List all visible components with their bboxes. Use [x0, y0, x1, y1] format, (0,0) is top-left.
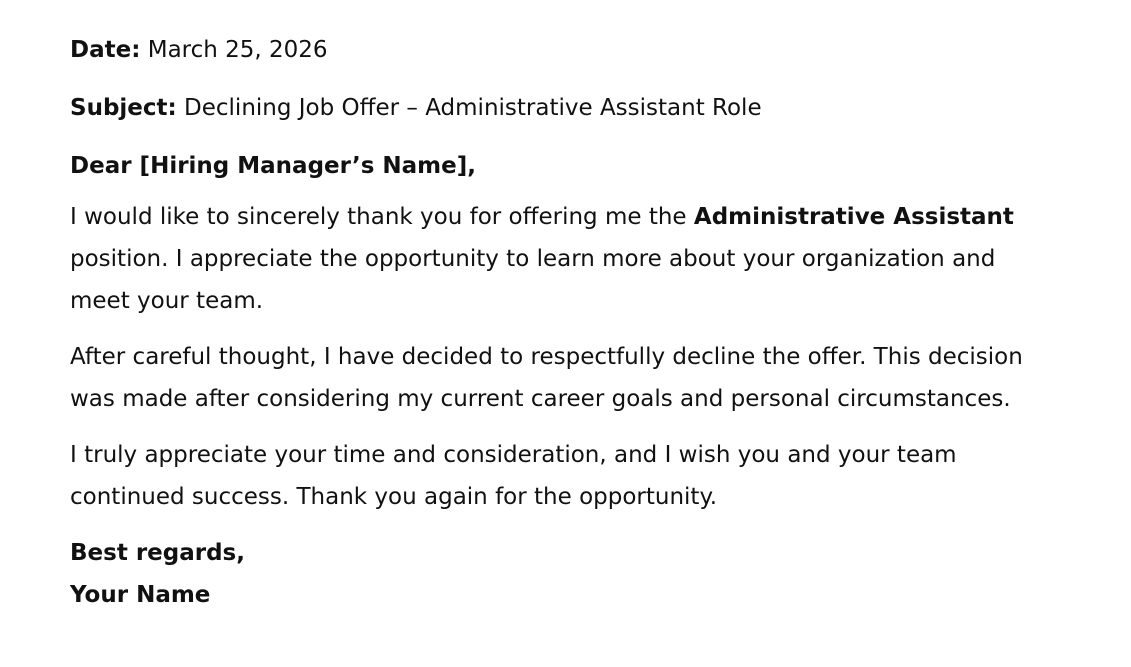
- date-label: Date:: [70, 37, 141, 63]
- paragraph-2-line-2: was made after considering my current career goals and personal circumstances.: [70, 386, 1011, 412]
- paragraph-1-line-3: meet your team.: [70, 288, 264, 314]
- paragraph-1-line-1: [70, 196, 1110, 238]
- closing: [70, 532, 1110, 574]
- paragraph-2-line-1: After careful thought, I have decided to respectfully decline the offer. This decision: [70, 344, 1023, 370]
- signature: [70, 574, 1110, 616]
- subject-label: Subject:: [70, 95, 177, 121]
- salutation-text: Dear [Hiring Manager’s Name],: [70, 153, 476, 179]
- paragraph-1-line-2: position. I appreciate the opportunity to learn more about your organization and: [70, 246, 996, 272]
- closing-text: Best regards,: [70, 540, 245, 566]
- paragraph-1-text-start: I would like to sincerely thank you for offering me the: [70, 204, 694, 230]
- date-line: [70, 34, 1110, 66]
- position-title: Administrative Assistant: [693, 204, 1014, 230]
- paragraph-3: [70, 434, 1110, 518]
- paragraph-3-line-2: continued success. Thank you again for the opportunity.: [70, 484, 718, 510]
- paragraph-3-line-1: I truly appreciate your time and consideration, and I wish you and your team: [70, 442, 957, 468]
- paragraph-2: [70, 336, 1110, 420]
- date-value: March 25, 2026: [147, 37, 328, 63]
- subject-value: Declining Job Offer – Administrative Assistant Role: [184, 95, 762, 121]
- closing-block: [70, 532, 1110, 616]
- salutation: [70, 150, 1110, 182]
- subject-line: [70, 92, 1110, 124]
- letter-document: [70, 34, 1110, 616]
- paragraph-1: [70, 196, 1110, 322]
- signature-text: Your Name: [70, 582, 211, 608]
